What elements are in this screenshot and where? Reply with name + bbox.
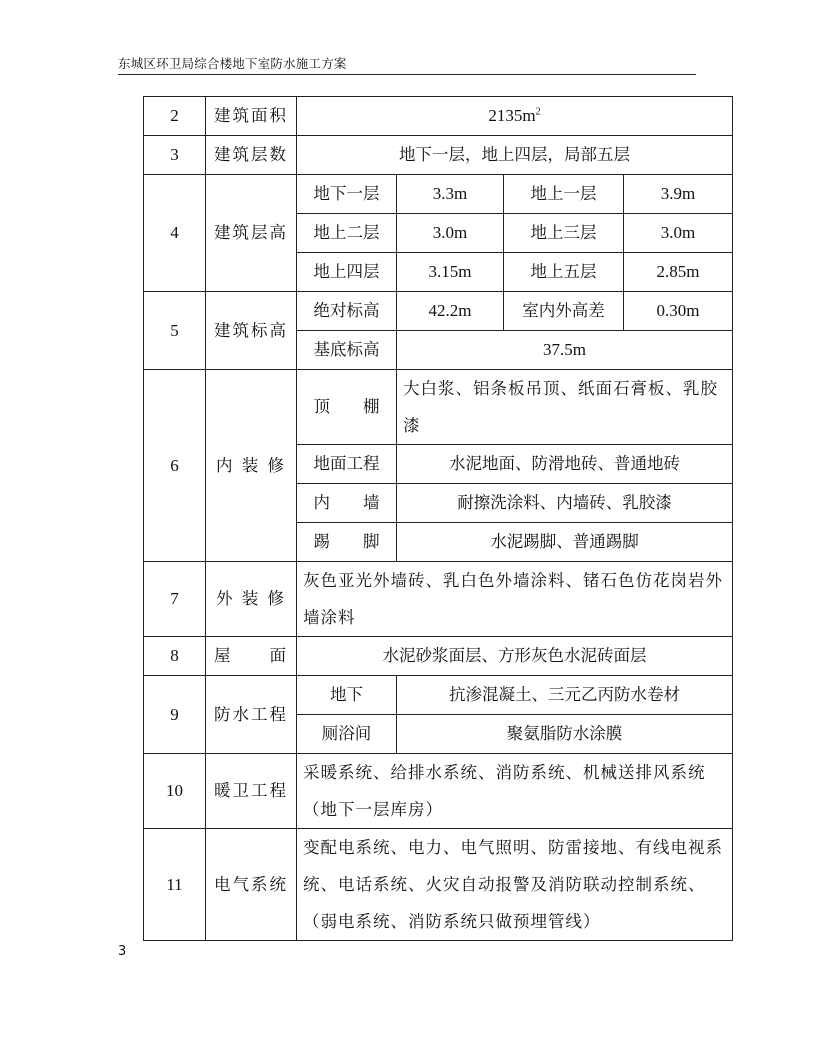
row-number: 7 — [144, 562, 206, 637]
row-label: 电气系统 — [206, 829, 297, 941]
row-label: 暖卫工程 — [206, 754, 297, 829]
waterproof-item-value: 抗渗混凝土、三元乙丙防水卷材 — [397, 676, 733, 715]
electrical-system-value: 变配电系统、电力、电气照明、防雷接地、有线电视系统、电话系统、火灾自动报警及消防联动控制系统、（弱电系统、消防系统只做预埋管线） — [297, 829, 733, 941]
floor-name: 地上一层 — [504, 175, 624, 214]
floor-height: 3.15m — [397, 253, 504, 292]
row-number: 4 — [144, 175, 206, 292]
absolute-elevation-value: 42.2m — [397, 292, 504, 331]
row-number: 6 — [144, 370, 206, 562]
row-label: 建筑层数 — [206, 136, 297, 175]
table-row — [144, 292, 733, 331]
page-number: 3 — [118, 944, 127, 959]
row-label: 建筑面积 — [206, 97, 297, 136]
floor-name: 地下一层 — [297, 175, 397, 214]
row-label: 屋 面 — [206, 637, 297, 676]
row-label: 内 装 修 — [206, 370, 297, 562]
finish-item-label: 内 墙 — [297, 484, 397, 523]
table-row — [144, 676, 733, 715]
row-label: 外 装 修 — [206, 562, 297, 637]
waterproof-item-label: 地下 — [297, 676, 397, 715]
finish-item-label: 踢 脚 — [297, 523, 397, 562]
floor-count-value: 地下一层，地上四层，局部五层 — [297, 136, 733, 175]
base-elevation-label: 基底标高 — [297, 331, 397, 370]
exterior-finish-value: 灰色亚光外墙砖、乳白色外墙涂料、锗石色仿花岗岩外墙涂料 — [297, 562, 733, 637]
table-row — [144, 637, 733, 676]
height-difference-value: 0.30m — [624, 292, 733, 331]
row-number: 5 — [144, 292, 206, 370]
finish-item-value: 水泥地面、防滑地砖、普通地砖 — [397, 445, 733, 484]
roof-value: 水泥砂浆面层、方形灰色水泥砖面层 — [297, 637, 733, 676]
finish-item-value: 水泥踢脚、普通踢脚 — [397, 523, 733, 562]
row-number: 10 — [144, 754, 206, 829]
row-label: 防水工程 — [206, 676, 297, 754]
page-header — [118, 54, 696, 75]
floor-name: 地上三层 — [504, 214, 624, 253]
floor-height: 3.0m — [397, 214, 504, 253]
table-row — [144, 136, 733, 175]
base-elevation-value: 37.5m — [397, 331, 733, 370]
finish-item-label: 顶 棚 — [297, 370, 397, 445]
height-difference-label: 室内外高差 — [504, 292, 624, 331]
row-number: 9 — [144, 676, 206, 754]
row-number: 8 — [144, 637, 206, 676]
waterproof-item-label: 厕浴间 — [297, 715, 397, 754]
finish-item-value: 耐擦洗涂料、内墙砖、乳胶漆 — [397, 484, 733, 523]
table-row — [144, 562, 733, 637]
finish-item-value: 大白浆、铝条板吊顶、纸面石膏板、乳胶漆 — [397, 370, 733, 445]
absolute-elevation-label: 绝对标高 — [297, 292, 397, 331]
finish-item-label: 地面工程 — [297, 445, 397, 484]
floor-height: 3.9m — [624, 175, 733, 214]
table-row — [144, 175, 733, 214]
row-label: 建筑层高 — [206, 175, 297, 292]
building-spec-table — [143, 96, 733, 941]
floor-name: 地上四层 — [297, 253, 397, 292]
row-number: 2 — [144, 97, 206, 136]
row-number: 3 — [144, 136, 206, 175]
waterproof-item-value: 聚氨脂防水涂膜 — [397, 715, 733, 754]
floor-height: 2.85m — [624, 253, 733, 292]
table-row — [144, 97, 733, 136]
building-area-value: $2135m^2$ — [297, 97, 733, 136]
floor-name: 地上二层 — [297, 214, 397, 253]
floor-height: 3.0m — [624, 214, 733, 253]
table-row — [144, 370, 733, 445]
table-row — [144, 829, 733, 941]
floor-height: 3.3m — [397, 175, 504, 214]
row-number: 11 — [144, 829, 206, 941]
floor-name: 地上五层 — [504, 253, 624, 292]
document-title: 东城区环卫局综合楼地下室防水施工方案 — [118, 56, 347, 71]
row-label: 建筑标高 — [206, 292, 297, 370]
hvac-plumbing-value: 采暖系统、给排水系统、消防系统、机械送排风系统（地下一层库房） — [297, 754, 733, 829]
table-row — [144, 754, 733, 829]
